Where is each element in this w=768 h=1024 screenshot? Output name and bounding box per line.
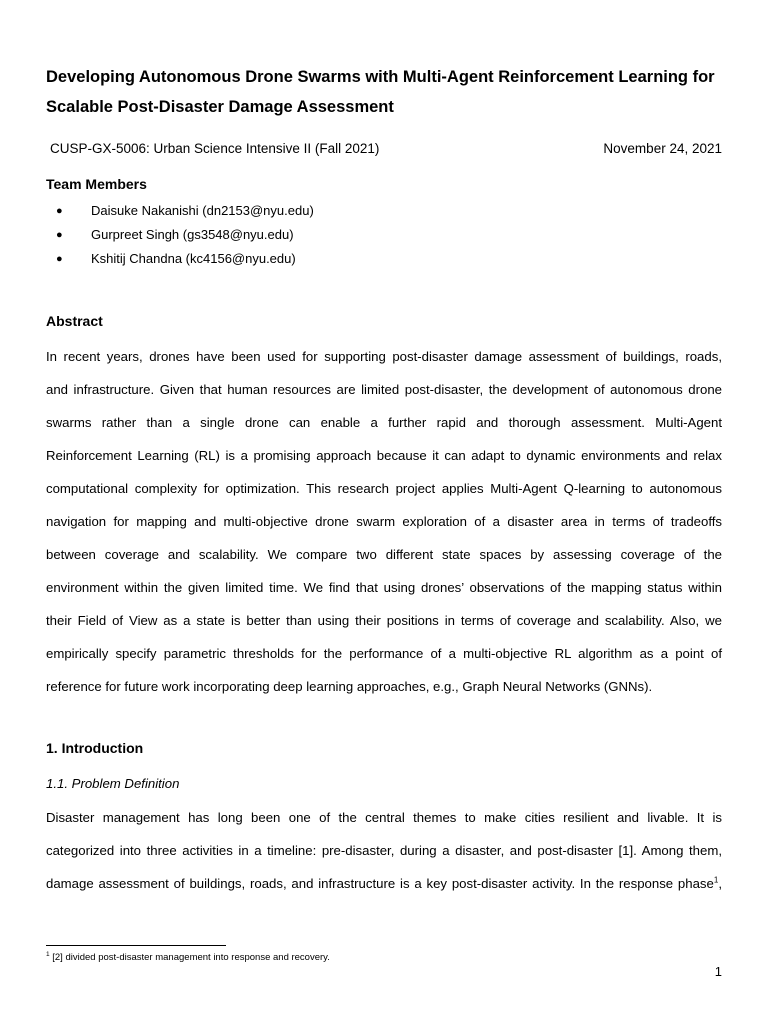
- abstract-line: swarms rather than a single drone can enable a further rapid and thorough assessment. Multi-Agent: [46, 415, 722, 430]
- footnote-divider: [46, 945, 226, 946]
- team-member-name: Gurpreet Singh (gs3548@nyu.edu): [91, 227, 294, 242]
- course-info-row: [50, 140, 722, 158]
- abstract-line: navigation for mapping and multi-objective drone swarm exploration of a disaster area in terms of tradeoffs: [46, 514, 722, 529]
- date: November 24, 2021: [603, 141, 722, 156]
- introduction-paragraph: [46, 801, 722, 900]
- introduction-line: Disaster management has long been one of the central themes to make cities resilient and livable. It is: [46, 810, 722, 825]
- footnote-reference[interactable]: 1: [713, 875, 719, 885]
- course-name: CUSP-GX-5006: Urban Science Intensive II (Fall 2021): [50, 141, 380, 156]
- paper-title: Developing Autonomous Drone Swarms with Multi-Agent Reinforcement Learning for Scalable Post-Disaster Damage Assessment: [46, 68, 715, 116]
- bullet-icon: ●: [56, 205, 63, 217]
- team-member-name: Kshitij Chandna (kc4156@nyu.edu): [91, 251, 296, 266]
- team-members-heading: Team Members: [46, 176, 147, 192]
- team-member-item: [46, 199, 314, 223]
- introduction-line: categorized into three activities in a timeline: pre-disaster, during a disaster, and post-disaster [1]. Among them,: [46, 843, 722, 858]
- footnote: [46, 951, 330, 965]
- abstract-line: computational complexity for optimization. This research project applies Multi-Agent Q-learning to autonomous: [46, 481, 722, 496]
- abstract-line: In recent years, drones have been used for supporting post-disaster damage assessment of buildings, roads,: [46, 349, 722, 364]
- introduction-line-last: [46, 867, 722, 900]
- footnote-text: [2] divided post-disaster management into response and recovery.: [49, 952, 330, 963]
- introduction-line-text: damage assessment of buildings, roads, and infrastructure is a key post-disaster activity. In the response phase: [46, 876, 714, 891]
- bullet-icon: ●: [56, 253, 63, 265]
- team-member-name: Daisuke Nakanishi (dn2153@nyu.edu): [91, 203, 314, 218]
- line-end-punctuation: ,: [718, 876, 722, 891]
- page-number: 1: [714, 964, 722, 979]
- team-member-item: [46, 247, 314, 271]
- abstract-line: their Field of View as a state is better than using their positions in terms of coverage and scalability. Also, we: [46, 613, 722, 628]
- abstract-line: reference for future work incorporating deep learning approaches, e.g., Graph Neural Networks (GNNs).: [46, 679, 653, 694]
- footnote-marker: 1: [46, 950, 50, 958]
- abstract-line: between coverage and scalability. We compare two different state spaces by assessing coverage of the: [46, 547, 722, 562]
- abstract-heading: Abstract: [46, 313, 103, 329]
- abstract-line: Reinforcement Learning (RL) is a promising approach because it can adapt to dynamic environments and relax: [46, 448, 722, 463]
- bullet-icon: ●: [56, 229, 63, 241]
- abstract-line: and infrastructure. Given that human resources are limited post-disaster, the development of autonomous drone: [46, 382, 722, 397]
- team-member-item: [46, 223, 314, 247]
- problem-definition-subheading: 1.1. Problem Definition: [46, 776, 180, 791]
- abstract-line: empirically specify parametric thresholds for the performance of a multi-objective RL algorithm as a point of: [46, 646, 722, 661]
- abstract-line: environment within the given limited time. We find that using drones’ observations of the mapping status within: [46, 580, 722, 595]
- team-members-list: [46, 199, 314, 271]
- introduction-heading: 1. Introduction: [46, 740, 144, 756]
- abstract-paragraph: [46, 340, 722, 703]
